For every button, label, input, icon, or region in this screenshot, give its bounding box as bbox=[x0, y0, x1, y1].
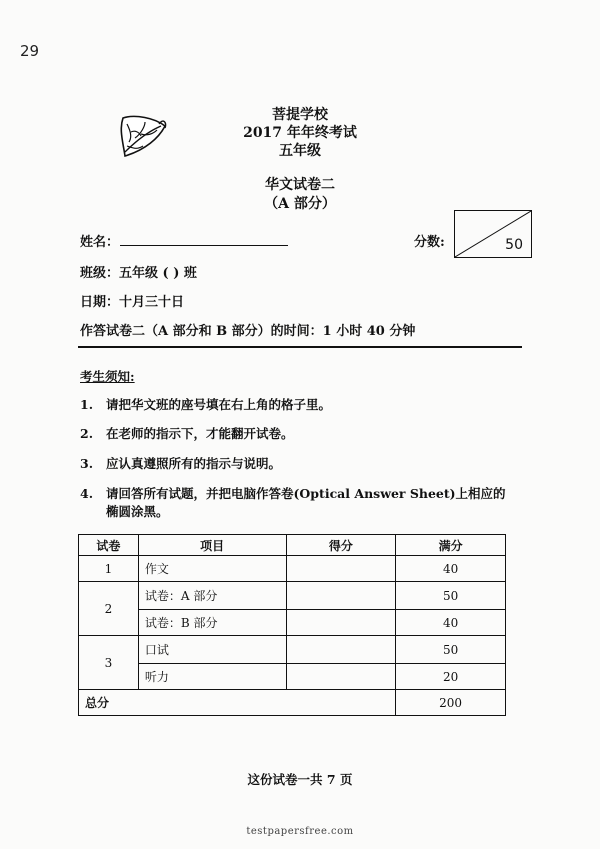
score-box[interactable] bbox=[454, 210, 532, 258]
divider bbox=[78, 346, 522, 348]
table-cell-score[interactable] bbox=[286, 610, 396, 636]
name-label: 姓名： bbox=[80, 235, 120, 250]
table-cell-item: 听力 bbox=[138, 664, 286, 690]
page-count: 这份试卷一共 7 页 bbox=[247, 772, 353, 787]
instruction-item-3: 3. 应认真遵照所有的指示与说明。 bbox=[80, 456, 282, 471]
table-cell-item: 试卷：A 部分 bbox=[138, 582, 286, 610]
table-row bbox=[79, 636, 506, 664]
score-label: 分数: bbox=[414, 235, 445, 250]
table-cell-full: 20 bbox=[396, 664, 506, 690]
class-label: 班级：五年级 ( ) 班 bbox=[80, 266, 197, 281]
table-cell-score[interactable] bbox=[286, 556, 396, 582]
grade-level: 五年级 bbox=[279, 143, 321, 159]
table-cell-score[interactable] bbox=[286, 636, 396, 664]
table-cell-score[interactable] bbox=[286, 664, 396, 690]
name-input-line[interactable] bbox=[120, 245, 288, 246]
instruction-item-4: 4. 请回答所有试题，并把电脑作答卷(Optical Answer Sheet)上相应的椭圆涂黑。 bbox=[80, 486, 506, 519]
table-row bbox=[79, 610, 506, 636]
instruction-item-2: 2. 在老师的指示下，才能翻开试卷。 bbox=[80, 426, 294, 441]
table-row bbox=[79, 556, 506, 582]
score-max: 50 bbox=[505, 237, 523, 253]
section-title: （A 部分） bbox=[264, 196, 336, 212]
table-cell-item: 作文 bbox=[138, 556, 286, 582]
table-cell-item: 口试 bbox=[138, 636, 286, 664]
table-header: 满分 bbox=[396, 535, 506, 556]
instructions-title: 考生须知: bbox=[80, 369, 135, 384]
table-cell-full: 50 bbox=[396, 636, 506, 664]
school-name: 菩提学校 bbox=[272, 107, 328, 123]
table-header: 项目 bbox=[138, 535, 286, 556]
table-cell-paper: 3 bbox=[79, 636, 139, 690]
exam-title: 2017 年年终考试 bbox=[243, 125, 357, 141]
table-cell-item: 试卷：B 部分 bbox=[138, 610, 286, 636]
paper-title: 华文试卷二 bbox=[265, 177, 335, 193]
table-total-row bbox=[79, 690, 506, 716]
table-cell-full: 50 bbox=[396, 582, 506, 610]
table-cell-score[interactable] bbox=[286, 582, 396, 610]
score-table bbox=[78, 534, 506, 716]
table-cell-full: 40 bbox=[396, 556, 506, 582]
table-cell-paper: 1 bbox=[79, 556, 139, 582]
table-row bbox=[79, 664, 506, 690]
table-cell-full: 40 bbox=[396, 610, 506, 636]
instruction-item-1: 1. 请把华文班的座号填在右上角的格子里。 bbox=[80, 397, 332, 412]
source-url: testpapersfree.com bbox=[246, 826, 354, 837]
table-row bbox=[79, 582, 506, 610]
table-header: 得分 bbox=[286, 535, 396, 556]
table-cell-paper: 2 bbox=[79, 582, 139, 636]
table-total-full: 200 bbox=[396, 690, 506, 716]
table-header: 试卷 bbox=[79, 535, 139, 556]
date-label: 日期：十月三十日 bbox=[80, 295, 185, 310]
table-header-row bbox=[79, 535, 506, 556]
time-label: 作答试卷二（A 部分和 B 部分）的时间：1 小时 40 分钟 bbox=[80, 324, 416, 339]
table-total-label: 总分 bbox=[79, 690, 396, 716]
handwritten-page-number: 29 bbox=[20, 42, 40, 60]
